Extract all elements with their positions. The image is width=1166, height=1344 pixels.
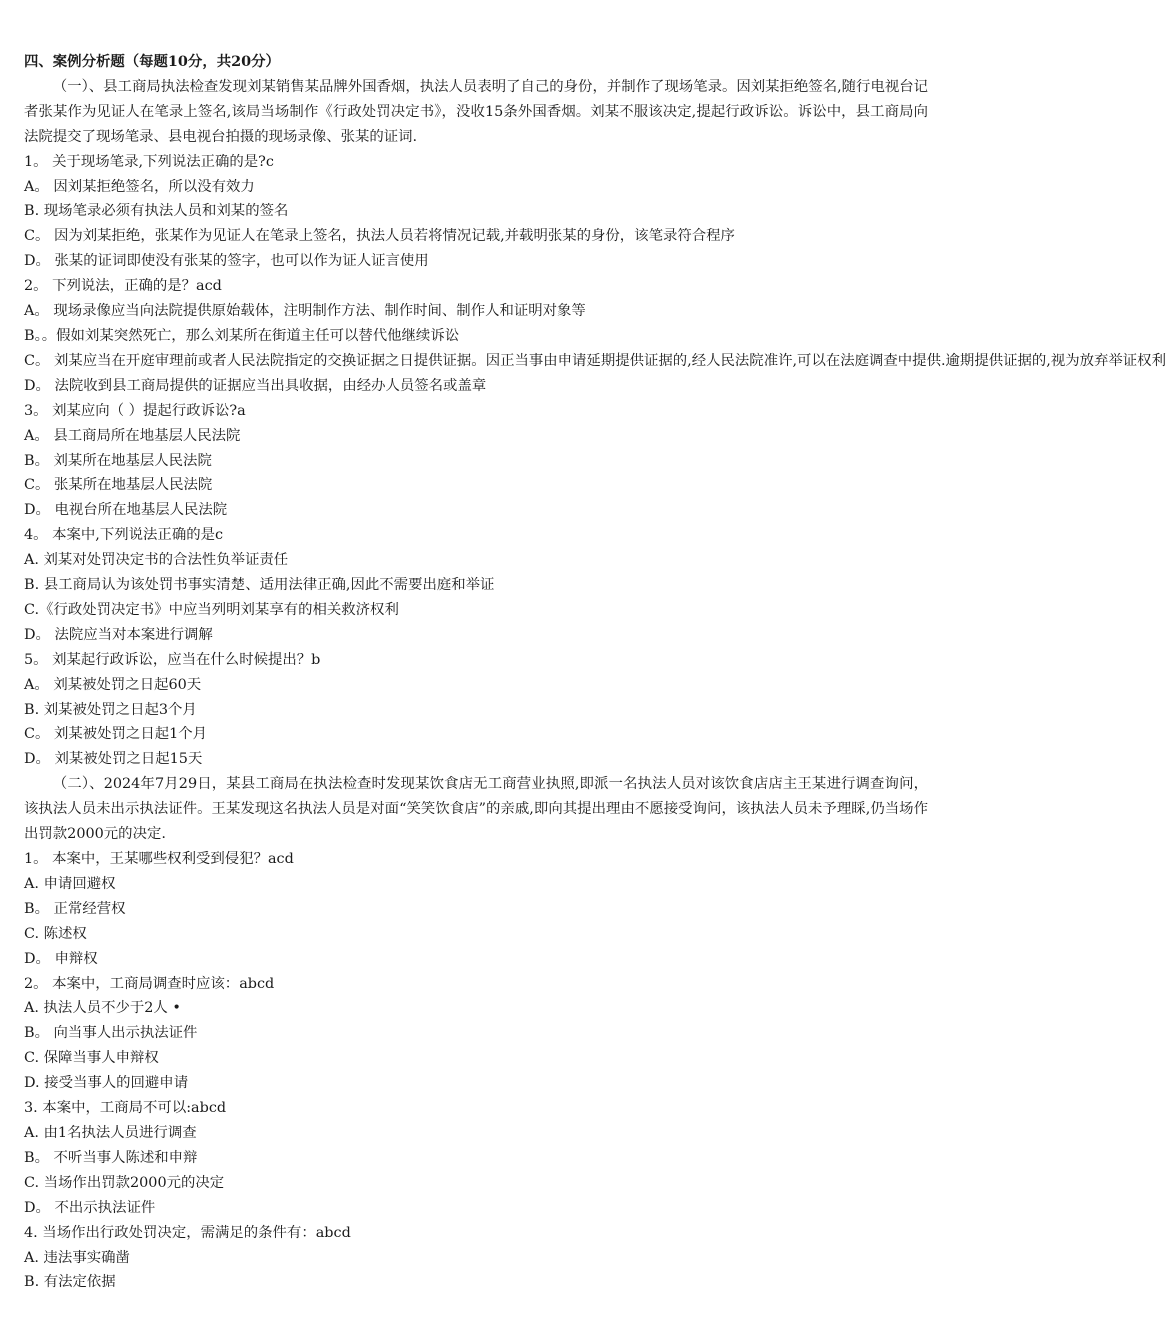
case-one-questions <box>24 150 1166 773</box>
answer-option: C. 保障当事人申辩权 <box>24 1050 159 1067</box>
answer-option: D。 不出示执法证件 <box>24 1199 156 1216</box>
answer-option: C。 因为刘某拒绝，张某作为见证人在笔录上签名，执法人员若将情况记载,并载明张某的身份，该笔录符合程序 <box>24 228 735 245</box>
case-one-intro: （一）、县工商局执法检查发现刘某销售某品牌外国香烟，执法人员表明了自己的身份，并制作了现场笔录。因刘某拒绝签名,随行电视台记者张某作为见证人在笔录上签名,该局当场制作《行政处罚决定书》，没收15条外国香烟。刘某不服该决定,提起行政诉讼。诉讼中，县工商局向法院提交了现场笔录、县电视台拍摄的现场录像、张某的证词. <box>24 78 929 145</box>
answer-option: B. 现场笔录必须有执法人员和刘某的签名 <box>24 203 289 220</box>
answer-option: D。 法院应当对本案进行调解 <box>24 626 213 643</box>
answer-option: D。 法院收到县工商局提供的证据应当出具收据，由经办人员签名或盖章 <box>24 377 487 394</box>
answer-option: C.《行政处罚决定书》中应当列明刘某享有的相关救济权利 <box>24 601 399 618</box>
answer-option: B。 不听当事人陈述和申辩 <box>24 1149 198 1166</box>
question-text: 4. 当场作出行政处罚决定，需满足的条件有：abcd <box>24 1224 351 1241</box>
answer-option: B。 正常经营权 <box>24 900 126 917</box>
case-two-questions <box>24 847 928 1295</box>
answer-option: A. 申请回避权 <box>24 875 116 892</box>
answer-option: C。 刘某被处罚之日起1个月 <box>24 726 208 743</box>
answer-option: B。。假如刘某突然死亡，那么刘某所在街道主任可以替代他继续诉讼 <box>24 327 460 344</box>
question-text: 3。 刘某应向（ ）提起行政诉讼?a <box>24 402 246 419</box>
answer-option: C. 陈述权 <box>24 925 87 942</box>
question-text: 1。 关于现场笔录,下列说法正确的是?c <box>24 153 274 170</box>
case-two <box>24 772 928 1295</box>
case-two-intro: （二）、2024年7月29日，某县工商局在执法检查时发现某饮食店无工商营业执照,即派一名执法人员对该饮食店店主王某进行调查询问，该执法人员未出示执法证件。王某发现这名执法人员是对面“笑笑饮食店”的亲戚,即向其提出理由不愿接受询问，该执法人员未予理睬,仍当场作出罚款2000元的决定. <box>24 776 928 843</box>
answer-option: A。 现场录像应当向法院提供原始载体，注明制作方法、制作时间、制作人和证明对象等 <box>24 303 586 320</box>
answer-option: D。 张某的证词即使没有张某的签字，也可以作为证人证言使用 <box>24 253 429 270</box>
answer-option: B. 刘某被处罚之日起3个月 <box>24 701 197 718</box>
answer-option: A. 执法人员不少于2人 • <box>24 1000 181 1017</box>
answer-option: B. 县工商局认为该处罚书事实清楚、适用法律正确,因此不需要出庭和举证 <box>24 577 495 594</box>
answer-option: C。 刘某应当在开庭审理前或者人民法院指定的交换证据之日提供证据。因正当事由申请延期提供证据的,经人民法院准许,可以在法庭调查中提供.逾期提供证据的,视为放弃举证权利 <box>24 352 1166 369</box>
answer-option: D。 申辩权 <box>24 950 98 967</box>
question-text: 5。 刘某起行政诉讼，应当在什么时候提出？b <box>24 651 321 668</box>
section-heading: 四、案例分析题（每题10分，共20分） <box>24 53 280 70</box>
answer-option: D。 电视台所在地基层人民法院 <box>24 502 228 519</box>
answer-option: A。 县工商局所在地基层人民法院 <box>24 427 241 444</box>
answer-option: A。 因刘某拒绝签名，所以没有效力 <box>24 178 255 195</box>
case-one <box>24 75 1166 772</box>
answer-option: D. 接受当事人的回避申请 <box>24 1075 189 1092</box>
answer-option: A. 刘某对处罚决定书的合法性负举证责任 <box>24 552 289 569</box>
answer-option: A. 违法事实确凿 <box>24 1249 130 1266</box>
answer-option: C。 张某所在地基层人民法院 <box>24 477 213 494</box>
answer-option: A. 由1名执法人员进行调查 <box>24 1124 197 1141</box>
answer-option: D。 刘某被处罚之日起15天 <box>24 751 203 768</box>
question-text: 4。 本案中,下列说法正确的是c <box>24 527 224 544</box>
question-text: 2。 下列说法，正确的是？acd <box>24 278 222 295</box>
question-text: 1。 本案中，王某哪些权利受到侵犯？acd <box>24 851 294 867</box>
answer-option: B。 刘某所在地基层人民法院 <box>24 452 212 469</box>
document-page <box>24 50 1166 1295</box>
question-text: 3. 本案中，工商局不可以:abcd <box>24 1100 227 1117</box>
answer-option: B。 向当事人出示执法证件 <box>24 1025 198 1042</box>
answer-option: B. 有法定依据 <box>24 1274 116 1291</box>
question-text: 2。 本案中，工商局调查时应该：abcd <box>24 975 275 992</box>
answer-option: A。 刘某被处罚之日起60天 <box>24 676 202 693</box>
answer-option: C. 当场作出罚款2000元的决定 <box>24 1174 225 1191</box>
